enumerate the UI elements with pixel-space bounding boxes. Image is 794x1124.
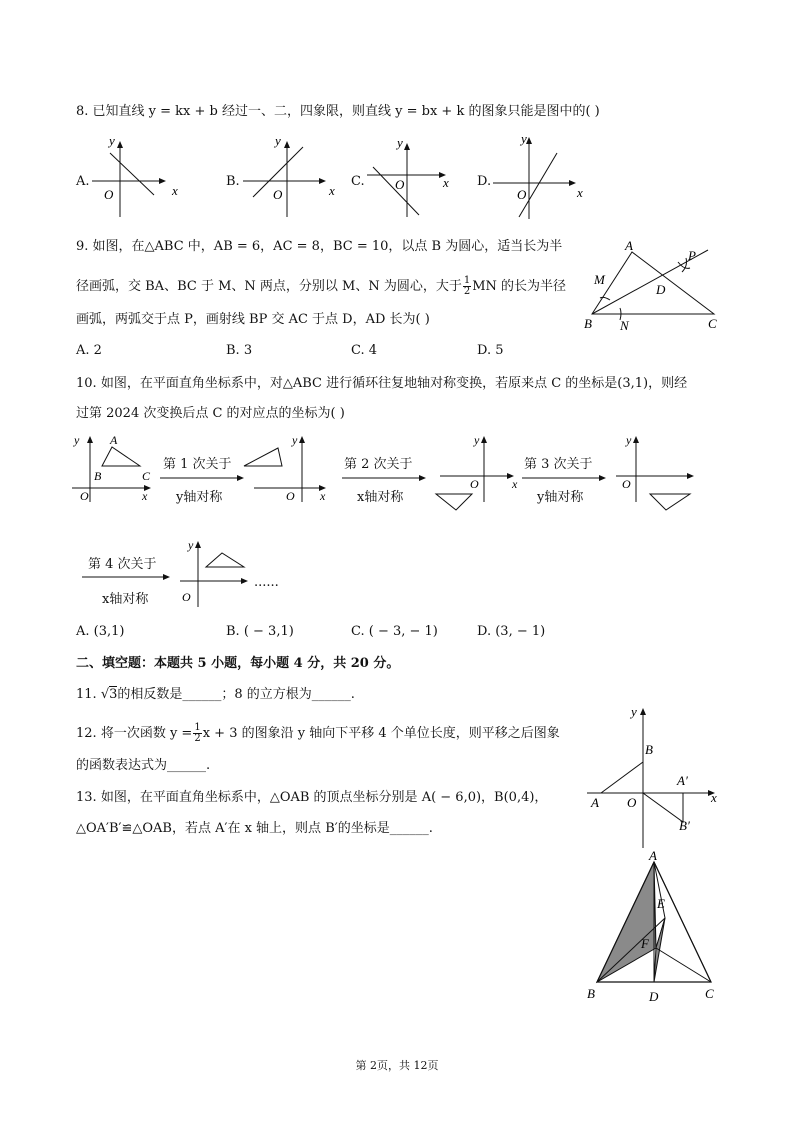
svg-text:D: D [649,989,659,1004]
svg-text:A: A [591,795,599,810]
svg-text:O: O [80,489,89,503]
svg-text:x: x [329,183,335,198]
svg-text:x: x [711,790,717,805]
svg-text:y: y [397,135,403,150]
q10-option-a: A. (3,1) [76,624,125,639]
svg-text:O: O [104,187,114,202]
svg-text:O: O [622,477,631,491]
q10-ellipsis: ...... [254,575,279,590]
q9-option-b: B. 3 [226,343,253,358]
q9-number: 9. [76,239,89,254]
svg-text:O: O [395,177,405,192]
svg-text:A: A [625,238,633,253]
q10-step3-top: 第 3 次关于 [524,457,593,472]
q9-fraction: $\frac{1}{2}$ [463,275,471,297]
q11-number: 11. [76,687,97,702]
q8-option-a-label: A. [76,174,90,189]
svg-text:x: x [577,185,583,200]
svg-text:y: y [275,133,281,148]
q9-line2: 径画弧，交 BA、BC 于 M、N 两点，分别以 M、N 为圆心，大于 $\frac{1}{2}$ MN 的长为半径 [76,275,567,297]
q10-step4-bottom: x轴对称 [102,592,149,607]
svg-text:N: N [620,318,629,333]
q10-step2-bottom: x轴对称 [357,490,404,505]
q8-graph-b [243,135,338,220]
q9-option-d: D. 5 [477,343,504,358]
q10-step1-top: 第 1 次关于 [163,457,232,472]
svg-text:C: C [142,469,151,483]
svg-text:y: y [292,433,298,447]
q8-option-d-label: D. [477,174,492,189]
svg-text:y: y [626,433,632,447]
svg-text:A: A [110,433,118,447]
svg-text:y: y [74,433,80,447]
svg-text:y: y [474,433,480,447]
section2-title: 二、填空题：本题共 5 小题，每小题 4 分，共 20 分。 [76,656,400,671]
q10-step2-top: 第 2 次关于 [344,457,413,472]
svg-text:A: A [649,848,657,863]
q10-line1: 10. 如图，在平面直角坐标系中，对△ABC 进行循环往复地轴对称变换，若原来点 C 的坐标是(3,1)，则经 [76,376,688,391]
svg-text:x: x [172,183,178,198]
svg-text:E: E [657,896,665,911]
svg-text:x: x [443,175,449,190]
svg-text:B: B [94,469,102,483]
svg-text:O: O [517,187,527,202]
q10-number: 10. [76,376,97,391]
page-footer: 第 2页，共 12页 [355,1059,439,1072]
svg-text:y: y [631,704,637,719]
q10-line2: 过第 2024 次变换后点 C 的对应点的坐标为( ) [76,406,345,421]
svg-text:B: B [587,986,595,1001]
q8-stem [76,103,600,121]
q10-step3-bottom: y轴对称 [537,490,584,505]
svg-text:O: O [286,489,295,503]
svg-text:C: C [705,986,714,1001]
q13-figure [583,700,733,850]
svg-text:B: B [645,742,653,757]
svg-text:O: O [273,187,283,202]
svg-text:x: x [142,489,148,503]
svg-text:A′: A′ [677,773,688,788]
q11-stem: 11. √3的相反数是______；8 的立方根为______. [76,687,355,702]
svg-text:O: O [182,590,191,604]
q8-option-b-label: B. [226,174,240,189]
q12-fraction: $\frac{1}{2}$ [194,722,201,744]
svg-text:x: x [320,489,326,503]
svg-text:M: M [594,272,605,287]
q9-figure [580,238,730,338]
svg-text:y: y [521,131,527,146]
q9-option-c: C. 4 [351,343,378,358]
q12-line2: 的函数表达式为______. [76,758,211,773]
svg-text:F: F [641,936,649,951]
q8-number: 8. [76,104,89,119]
q8-graph-c [367,135,462,220]
q14-figure [583,848,733,1008]
svg-text:y: y [109,133,115,148]
svg-text:O: O [470,477,479,491]
svg-text:C: C [708,316,717,331]
q13-number: 13. [76,790,97,805]
svg-text:D: D [656,282,666,297]
svg-text:O: O [627,795,637,810]
q12-number: 12. [76,726,97,741]
svg-text:y: y [188,538,194,552]
q8-option-c-label: C. [351,174,365,189]
q10-step1-bottom: y轴对称 [176,490,223,505]
q11-sqrt: √3 [100,687,118,702]
q8-text: 已知直线 y = kx + b 经过一、二，四象限，则直线 y = bx + k 的图象只能是图中的( ) [92,104,600,119]
svg-text:P: P [688,248,696,263]
q9-line1: 9. 如图，在△ABC 中，AB = 6，AC = 8，BC = 10，以点 B 为圆心，适当长为半 [76,239,563,254]
q9-option-a: A. 2 [76,343,102,358]
q9-line3: 画弧，两弧交于点 P，画射线 BP 交 AC 于点 D，AD 长为( ) [76,312,430,327]
q12-line1: 12. 将一次函数 y = $\frac{1}{2}$ x + 3 的图象沿 y 轴向下平移 4 个单位长度，则平移之后图象 [76,722,560,744]
q10-option-d: D. (3, − 1) [477,624,546,639]
svg-text:x: x [512,477,518,491]
q10-option-c: C. ( − 3, − 1) [351,624,438,639]
q13-line1: 13. 如图，在平面直角坐标系中，△OAB 的顶点坐标分别是 A( − 6,0)，B(0,4)， [76,790,548,805]
q10-step4-figure [80,535,290,610]
q10-step4-top: 第 4 次关于 [88,557,157,572]
svg-text:B: B [584,316,592,331]
q10-option-b: B. ( − 3,1) [226,624,294,639]
q8-graph-a [92,135,182,220]
q8-graph-d [493,131,588,220]
q13-line2: △OA′B′≌△OAB，若点 A′在 x 轴上，则点 B′的坐标是______. [76,821,433,836]
svg-text:B′: B′ [679,818,690,833]
